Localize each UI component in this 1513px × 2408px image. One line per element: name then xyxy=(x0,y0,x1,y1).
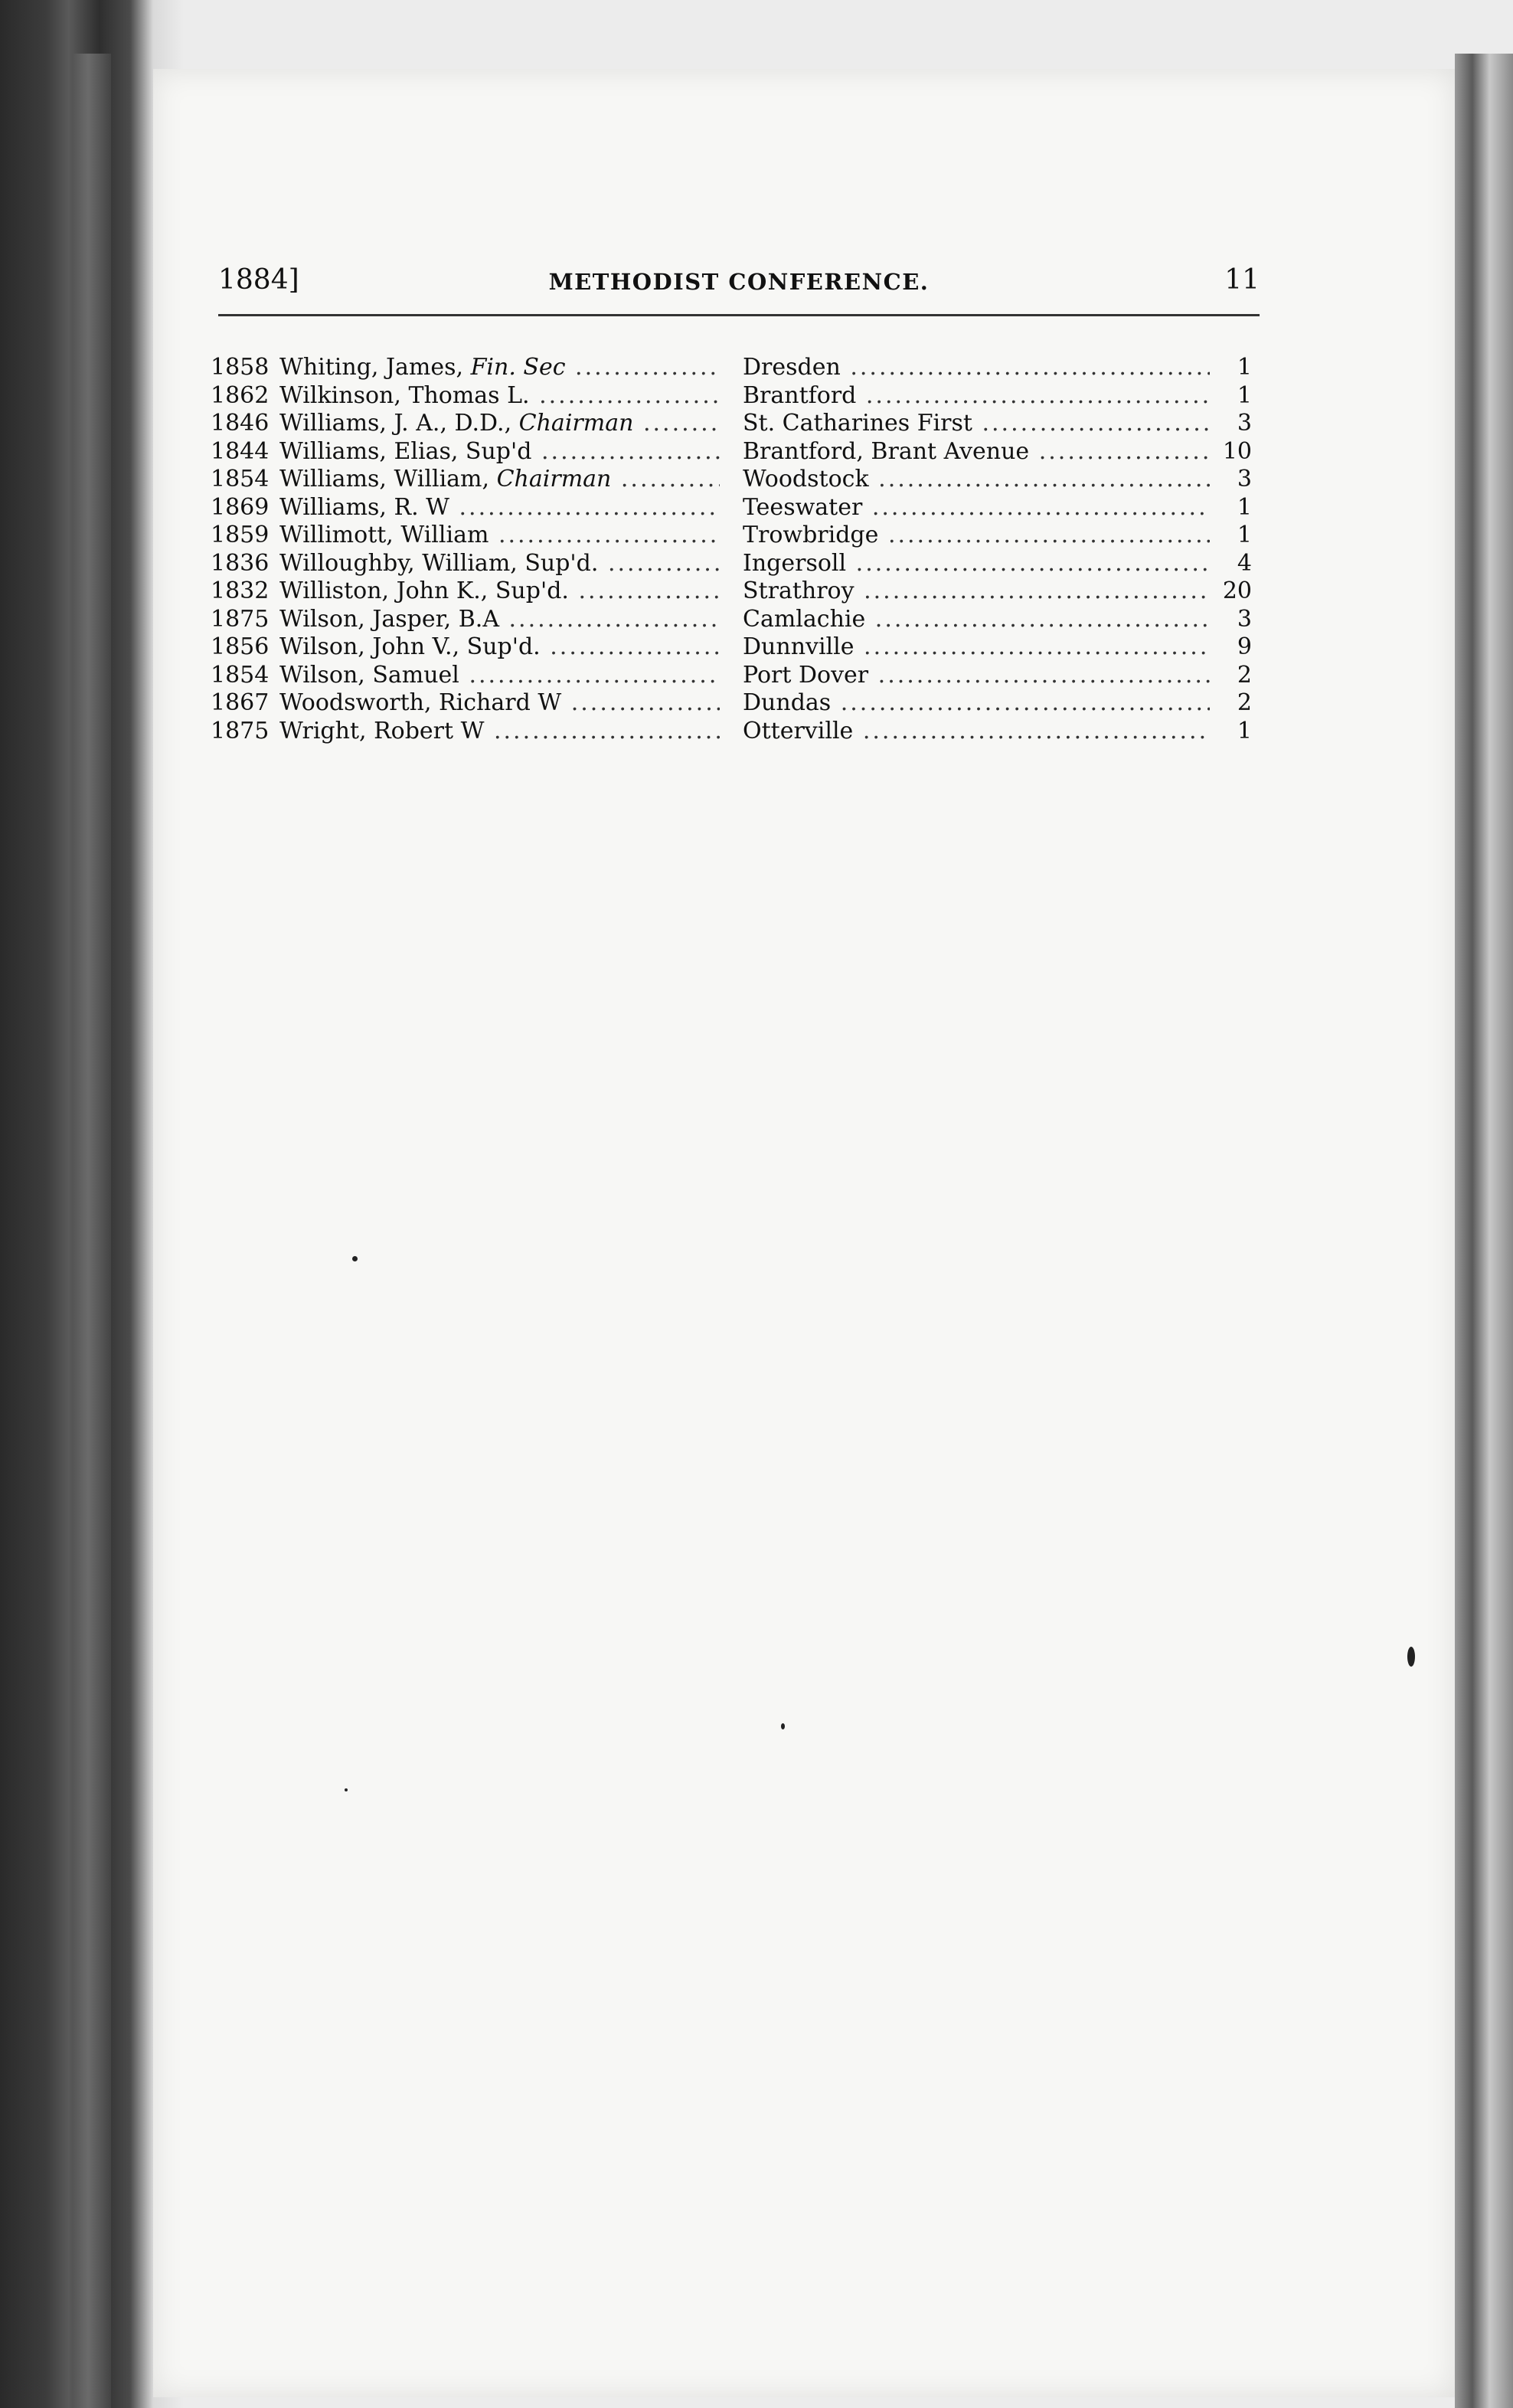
entry-count: 3 xyxy=(1237,466,1252,492)
entry-place-cell xyxy=(743,550,1210,577)
entry-year: 1875 xyxy=(211,605,270,633)
entry-name-cell xyxy=(279,577,720,604)
entry-name: Wright, Robert W xyxy=(279,717,485,744)
entry-name-cell xyxy=(279,662,720,689)
entry-place-cell xyxy=(743,718,1210,744)
entry-place: Dundas xyxy=(743,689,832,716)
list-item xyxy=(211,354,1252,382)
entry-count: 20 xyxy=(1222,577,1252,604)
entry-count: 3 xyxy=(1237,605,1252,633)
entry-name-cell xyxy=(279,633,720,660)
entry-place-cell xyxy=(743,522,1210,548)
list-item xyxy=(211,410,1252,438)
entry-name-cell xyxy=(279,438,720,465)
entry-place-cell xyxy=(743,382,1210,409)
list-item xyxy=(211,522,1252,550)
entry-place-cell xyxy=(743,689,1210,716)
page-edge xyxy=(1455,54,1513,2408)
page-number: 11 xyxy=(1224,264,1260,296)
entry-place: Strathroy xyxy=(743,577,855,604)
entry-place-cell xyxy=(743,494,1210,521)
entry-name-cell xyxy=(279,410,720,437)
entry-place: St. Catharines First xyxy=(743,410,972,437)
entry-year: 1854 xyxy=(211,466,270,492)
entry-place: Ingersoll xyxy=(743,549,847,577)
list-item xyxy=(211,689,1252,718)
entry-place: Dunnville xyxy=(743,633,855,660)
list-item xyxy=(211,550,1252,578)
entry-name-cell xyxy=(279,494,720,521)
entry-place: Trowbridge xyxy=(743,522,879,548)
entry-name-cell xyxy=(279,466,720,492)
list-item xyxy=(211,466,1252,494)
entry-place-cell xyxy=(743,354,1210,381)
header-title: METHODIST CONFERENCE. xyxy=(548,269,930,295)
entry-place: Otterville xyxy=(743,717,854,744)
entry-year: 1854 xyxy=(211,661,270,689)
entry-name: Woodsworth, Richard W xyxy=(279,689,562,716)
entry-year: 1856 xyxy=(211,633,270,660)
entry-count: 1 xyxy=(1237,493,1252,521)
ink-speck xyxy=(1407,1647,1415,1667)
entry-place: Brantford, Brant Avenue xyxy=(743,437,1030,465)
entry-name-cell xyxy=(279,522,720,548)
entry-place-cell xyxy=(743,606,1210,633)
list-item xyxy=(211,438,1252,466)
entry-role: Chairman xyxy=(496,466,612,492)
entry-count: 3 xyxy=(1237,410,1252,437)
entry-year: 1859 xyxy=(211,522,270,548)
entry-role: Fin. Sec xyxy=(470,354,566,381)
entry-count: 2 xyxy=(1237,689,1252,716)
entry-year: 1869 xyxy=(211,493,270,521)
entry-year: 1836 xyxy=(211,549,270,577)
entry-name: Willimott, William xyxy=(279,522,489,548)
entry-count: 9 xyxy=(1237,633,1252,660)
list-item xyxy=(211,494,1252,522)
entry-year: 1846 xyxy=(211,410,270,437)
entry-year: 1832 xyxy=(211,577,270,604)
entry-place-cell xyxy=(743,577,1210,604)
entry-name-cell xyxy=(279,689,720,716)
entry-place-cell xyxy=(743,438,1210,465)
entry-name-cell xyxy=(279,606,720,633)
entry-name: Williams, William, xyxy=(279,466,497,492)
ink-speck xyxy=(781,1723,785,1729)
entry-place-cell xyxy=(743,662,1210,689)
ink-speck xyxy=(345,1788,348,1791)
header-year: 1884] xyxy=(218,264,299,296)
page-header xyxy=(218,264,1260,303)
entry-name: Wilson, John V., Sup'd. xyxy=(279,633,541,660)
entry-count: 1 xyxy=(1237,522,1252,548)
list-item xyxy=(211,718,1252,746)
list-item xyxy=(211,606,1252,634)
entry-name: Wilson, Jasper, B.A xyxy=(279,605,499,633)
entry-count: 1 xyxy=(1237,381,1252,409)
entry-year: 1867 xyxy=(211,689,270,716)
entry-count: 10 xyxy=(1222,437,1252,465)
entry-count: 1 xyxy=(1237,354,1252,381)
entry-name-cell xyxy=(279,718,720,744)
entry-place: Camlachie xyxy=(743,605,866,633)
entry-year: 1862 xyxy=(211,381,270,409)
entry-name-cell xyxy=(279,354,720,381)
entry-count: 1 xyxy=(1237,717,1252,744)
entry-name: Wilson, Samuel xyxy=(279,661,459,689)
entry-place-cell xyxy=(743,466,1210,492)
entry-name-cell xyxy=(279,382,720,409)
entry-place: Port Dover xyxy=(743,661,869,689)
entry-place: Dresden xyxy=(743,354,841,381)
entry-list xyxy=(211,354,1252,745)
book-spine xyxy=(73,54,111,2408)
entry-name-cell xyxy=(279,550,720,577)
entry-name: Wilkinson, Thomas L. xyxy=(279,381,530,409)
entry-name: Whiting, James, xyxy=(279,354,471,381)
entry-place: Brantford xyxy=(743,381,857,409)
entry-count: 2 xyxy=(1237,661,1252,689)
entry-name: Williams, J. A., D.D., xyxy=(279,410,519,437)
header-rule xyxy=(218,314,1260,316)
entry-place-cell xyxy=(743,410,1210,437)
entry-place: Woodstock xyxy=(743,466,869,492)
entry-role: Chairman xyxy=(518,410,634,437)
entry-year: 1875 xyxy=(211,717,270,744)
ink-speck xyxy=(352,1256,358,1261)
entry-place: Teeswater xyxy=(743,493,863,521)
entry-name: Williams, Elias, Sup'd xyxy=(279,437,532,465)
entry-year: 1858 xyxy=(211,354,270,381)
list-item xyxy=(211,662,1252,690)
list-item xyxy=(211,633,1252,662)
entry-year: 1844 xyxy=(211,437,270,465)
list-item xyxy=(211,577,1252,606)
entry-name: Willoughby, William, Sup'd. xyxy=(279,549,599,577)
entry-place-cell xyxy=(743,633,1210,660)
entry-name: Williston, John K., Sup'd. xyxy=(279,577,569,604)
entry-name: Williams, R. W xyxy=(279,493,449,521)
list-item xyxy=(211,382,1252,411)
entry-count: 4 xyxy=(1237,549,1252,577)
